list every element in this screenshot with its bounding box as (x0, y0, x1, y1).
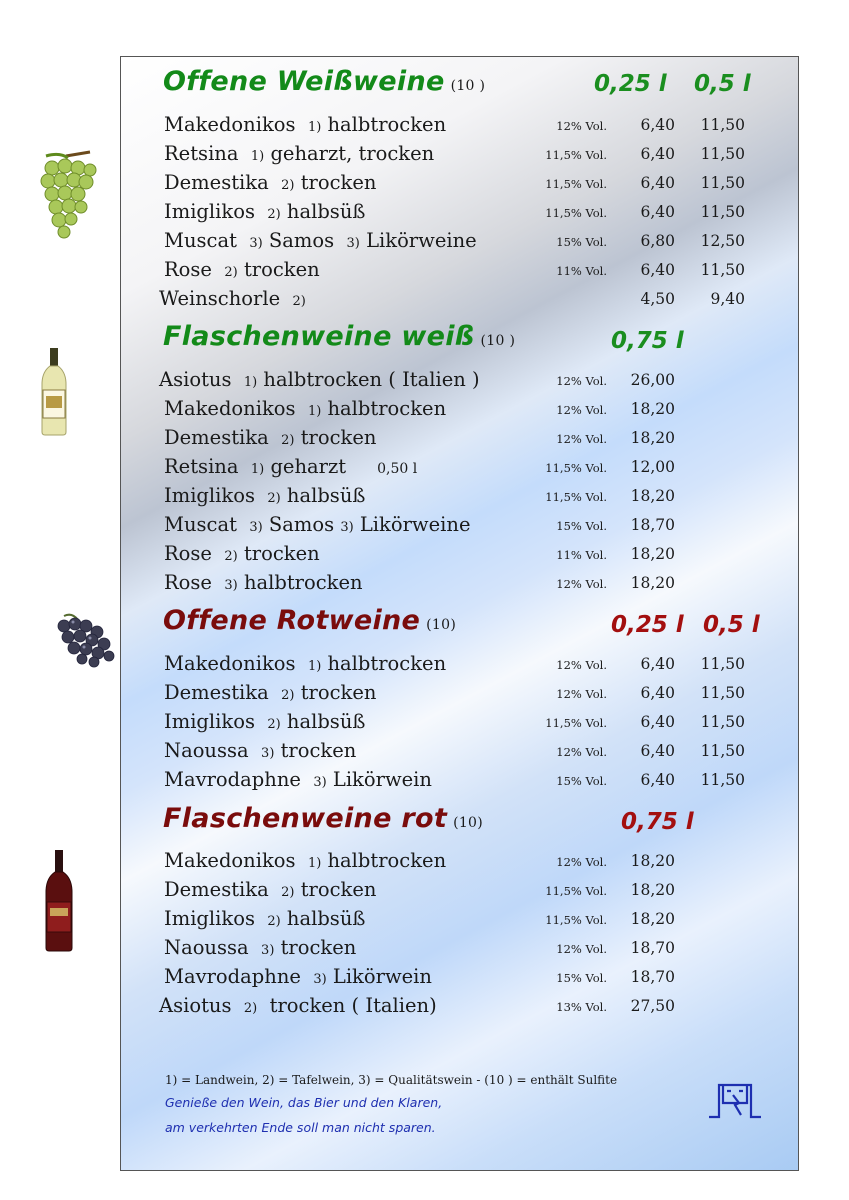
alcohol-volume: 11% Vol. (556, 264, 607, 278)
unit-label: 0,5 l (703, 612, 760, 638)
menu-row (121, 142, 800, 168)
alcohol-volume: 15% Vol. (556, 519, 607, 533)
price-small: 6,40 (640, 203, 675, 221)
price-large: 12,50 (700, 232, 745, 250)
wine-name: Retsina 1) geharzt 0,50 l (164, 455, 418, 478)
white-grapes-icon (38, 150, 98, 245)
alcohol-volume: 12% Vol. (556, 374, 607, 388)
price-bottle: 18,20 (630, 429, 675, 447)
wine-name: Imiglikos 2) halbsüß (164, 710, 366, 733)
price-large: 11,50 (700, 261, 745, 279)
price-large: 11,50 (700, 742, 745, 760)
wine-name: Naoussa 3) trocken (164, 936, 357, 959)
wine-name: Demestika 2) trocken (164, 878, 377, 901)
wine-name: Muscat 3) Samos 3) Likörweine (164, 513, 471, 536)
alcohol-volume: 15% Vol. (556, 235, 607, 249)
section-title: Flaschenweine rot (163, 803, 448, 834)
wine-name: Demestika 2) trocken (164, 681, 377, 704)
price-large: 11,50 (700, 203, 745, 221)
alcohol-volume: 11,5% Vol. (545, 913, 607, 927)
red-wine-bottle-icon (44, 850, 74, 954)
price-large: 11,50 (700, 116, 745, 134)
section-heading-flaschenweine-weiss (163, 321, 515, 352)
alcohol-volume: 11,5% Vol. (545, 490, 607, 504)
menu-row (121, 965, 800, 991)
price-bottle: 18,20 (630, 545, 675, 563)
alcohol-volume: 11,5% Vol. (545, 884, 607, 898)
menu-row (121, 426, 800, 452)
alcohol-volume: 11,5% Vol. (545, 461, 607, 475)
price-small: 6,40 (640, 771, 675, 789)
section-title: Offene Rotweine (163, 605, 421, 636)
menu-row (121, 994, 800, 1020)
menu-row (121, 571, 800, 597)
wine-menu-panel (120, 56, 799, 1171)
menu-row (121, 113, 800, 139)
alcohol-volume: 15% Vol. (556, 971, 607, 985)
menu-row (121, 652, 800, 678)
price-small: 6,40 (640, 655, 675, 673)
alcohol-volume: 11,5% Vol. (545, 206, 607, 220)
sulfite-note: (10) (426, 617, 457, 633)
wine-name: Imiglikos 2) halbsüß (164, 484, 366, 507)
motto-line-1: Genieße den Wein, das Bier und den Klaren, (165, 1095, 443, 1110)
sulfite-note: (10) (453, 815, 484, 831)
price-bottle: 18,20 (630, 852, 675, 870)
unit-label: 0,5 l (694, 71, 751, 97)
menu-row (121, 878, 800, 904)
wine-name: Imiglikos 2) halbsüß (164, 200, 366, 223)
price-large: 11,50 (700, 771, 745, 789)
price-small: 6,40 (640, 713, 675, 731)
menu-row (121, 936, 800, 962)
menu-row (121, 287, 800, 313)
wine-name: Mavrodaphne 3) Likörwein (164, 768, 432, 791)
section-heading-offene-rotweine (163, 605, 456, 636)
wine-name: Asiotus 2) trocken ( Italien) (159, 994, 437, 1017)
footnote-legend: 1) = Landwein, 2) = Tafelwein, 3) = Qualitätswein - (10 ) = enthält Sulfite (165, 1073, 618, 1087)
price-small: 6,40 (640, 684, 675, 702)
alcohol-volume: 11% Vol. (556, 548, 607, 562)
alcohol-volume: 12% Vol. (556, 658, 607, 672)
menu-row (121, 258, 800, 284)
unit-label: 0,25 l (611, 612, 684, 638)
price-small: 6,40 (640, 261, 675, 279)
menu-row (121, 513, 800, 539)
section-title: Offene Weißweine (163, 66, 445, 97)
menu-row (121, 739, 800, 765)
alcohol-volume: 12% Vol. (556, 855, 607, 869)
menu-row (121, 397, 800, 423)
sulfite-note: (10 ) (450, 78, 486, 94)
price-bottle: 26,00 (630, 371, 675, 389)
alcohol-volume: 11,5% Vol. (545, 716, 607, 730)
price-bottle: 18,70 (630, 968, 675, 986)
wine-name: Rose 2) trocken (164, 542, 320, 565)
price-large: 9,40 (710, 290, 745, 308)
alcohol-volume: 12% Vol. (556, 942, 607, 956)
alcohol-volume: 11,5% Vol. (545, 177, 607, 191)
price-small: 6,40 (640, 174, 675, 192)
wine-name: Makedonikos 1) halbtrocken (164, 397, 447, 420)
wine-name: Makedonikos 1) halbtrocken (164, 849, 447, 872)
menu-row (121, 368, 800, 394)
price-small: 6,40 (640, 116, 675, 134)
price-bottle: 18,20 (630, 881, 675, 899)
alcohol-volume: 13% Vol. (556, 1000, 607, 1014)
alcohol-volume: 12% Vol. (556, 119, 607, 133)
logo-icon (705, 1079, 765, 1121)
wine-name: Demestika 2) trocken (164, 171, 377, 194)
menu-row (121, 849, 800, 875)
price-bottle: 18,70 (630, 939, 675, 957)
motto-line-2: am verkehrten Ende soll man nicht sparen. (165, 1120, 436, 1135)
alcohol-volume: 12% Vol. (556, 432, 607, 446)
alcohol-volume: 12% Vol. (556, 403, 607, 417)
alcohol-volume: 15% Vol. (556, 774, 607, 788)
sulfite-note: (10 ) (480, 333, 516, 349)
menu-row (121, 484, 800, 510)
wine-name: Asiotus 1) halbtrocken ( Italien ) (159, 368, 480, 391)
price-large: 11,50 (700, 174, 745, 192)
price-small: 6,80 (640, 232, 675, 250)
unit-label: 0,75 l (611, 328, 684, 354)
price-bottle: 12,00 (630, 458, 675, 476)
price-bottle: 18,20 (630, 400, 675, 418)
price-small: 6,40 (640, 145, 675, 163)
price-large: 11,50 (700, 145, 745, 163)
wine-name: Imiglikos 2) halbsüß (164, 907, 366, 930)
section-heading-offene-weissweine (163, 66, 485, 97)
wine-name: Muscat 3) Samos 3) Likörweine (164, 229, 477, 252)
wine-name: Mavrodaphne 3) Likörwein (164, 965, 432, 988)
alcohol-volume: 12% Vol. (556, 577, 607, 591)
price-bottle: 18,70 (630, 516, 675, 534)
price-large: 11,50 (700, 684, 745, 702)
menu-row (121, 229, 800, 255)
price-bottle: 18,20 (630, 487, 675, 505)
white-wine-bottle-icon (40, 348, 68, 436)
price-large: 11,50 (700, 713, 745, 731)
menu-row (121, 768, 800, 794)
menu-row (121, 455, 800, 481)
price-small: 6,40 (640, 742, 675, 760)
wine-name: Weinschorle 2) (159, 287, 306, 310)
menu-row (121, 681, 800, 707)
menu-row (121, 171, 800, 197)
wine-name: Naoussa 3) trocken (164, 739, 357, 762)
price-bottle: 18,20 (630, 574, 675, 592)
price-large: 11,50 (700, 655, 745, 673)
wine-name: Retsina 1) geharzt, trocken (164, 142, 435, 165)
unit-label: 0,25 l (594, 71, 667, 97)
wine-name: Demestika 2) trocken (164, 426, 377, 449)
price-small: 4,50 (640, 290, 675, 308)
wine-name: Rose 2) trocken (164, 258, 320, 281)
alcohol-volume: 11,5% Vol. (545, 148, 607, 162)
price-bottle: 27,50 (630, 997, 675, 1015)
alcohol-volume: 12% Vol. (556, 687, 607, 701)
wine-name: Rose 3) halbtrocken (164, 571, 363, 594)
menu-row (121, 542, 800, 568)
price-bottle: 18,20 (630, 910, 675, 928)
menu-row (121, 907, 800, 933)
menu-row (121, 200, 800, 226)
unit-label: 0,75 l (621, 809, 694, 835)
wine-name: Makedonikos 1) halbtrocken (164, 113, 447, 136)
red-grapes-icon (54, 612, 116, 668)
wine-name: Makedonikos 1) halbtrocken (164, 652, 447, 675)
alcohol-volume: 12% Vol. (556, 745, 607, 759)
section-title: Flaschenweine weiß (163, 321, 475, 352)
menu-row (121, 710, 800, 736)
section-heading-flaschenweine-rot (163, 803, 483, 834)
